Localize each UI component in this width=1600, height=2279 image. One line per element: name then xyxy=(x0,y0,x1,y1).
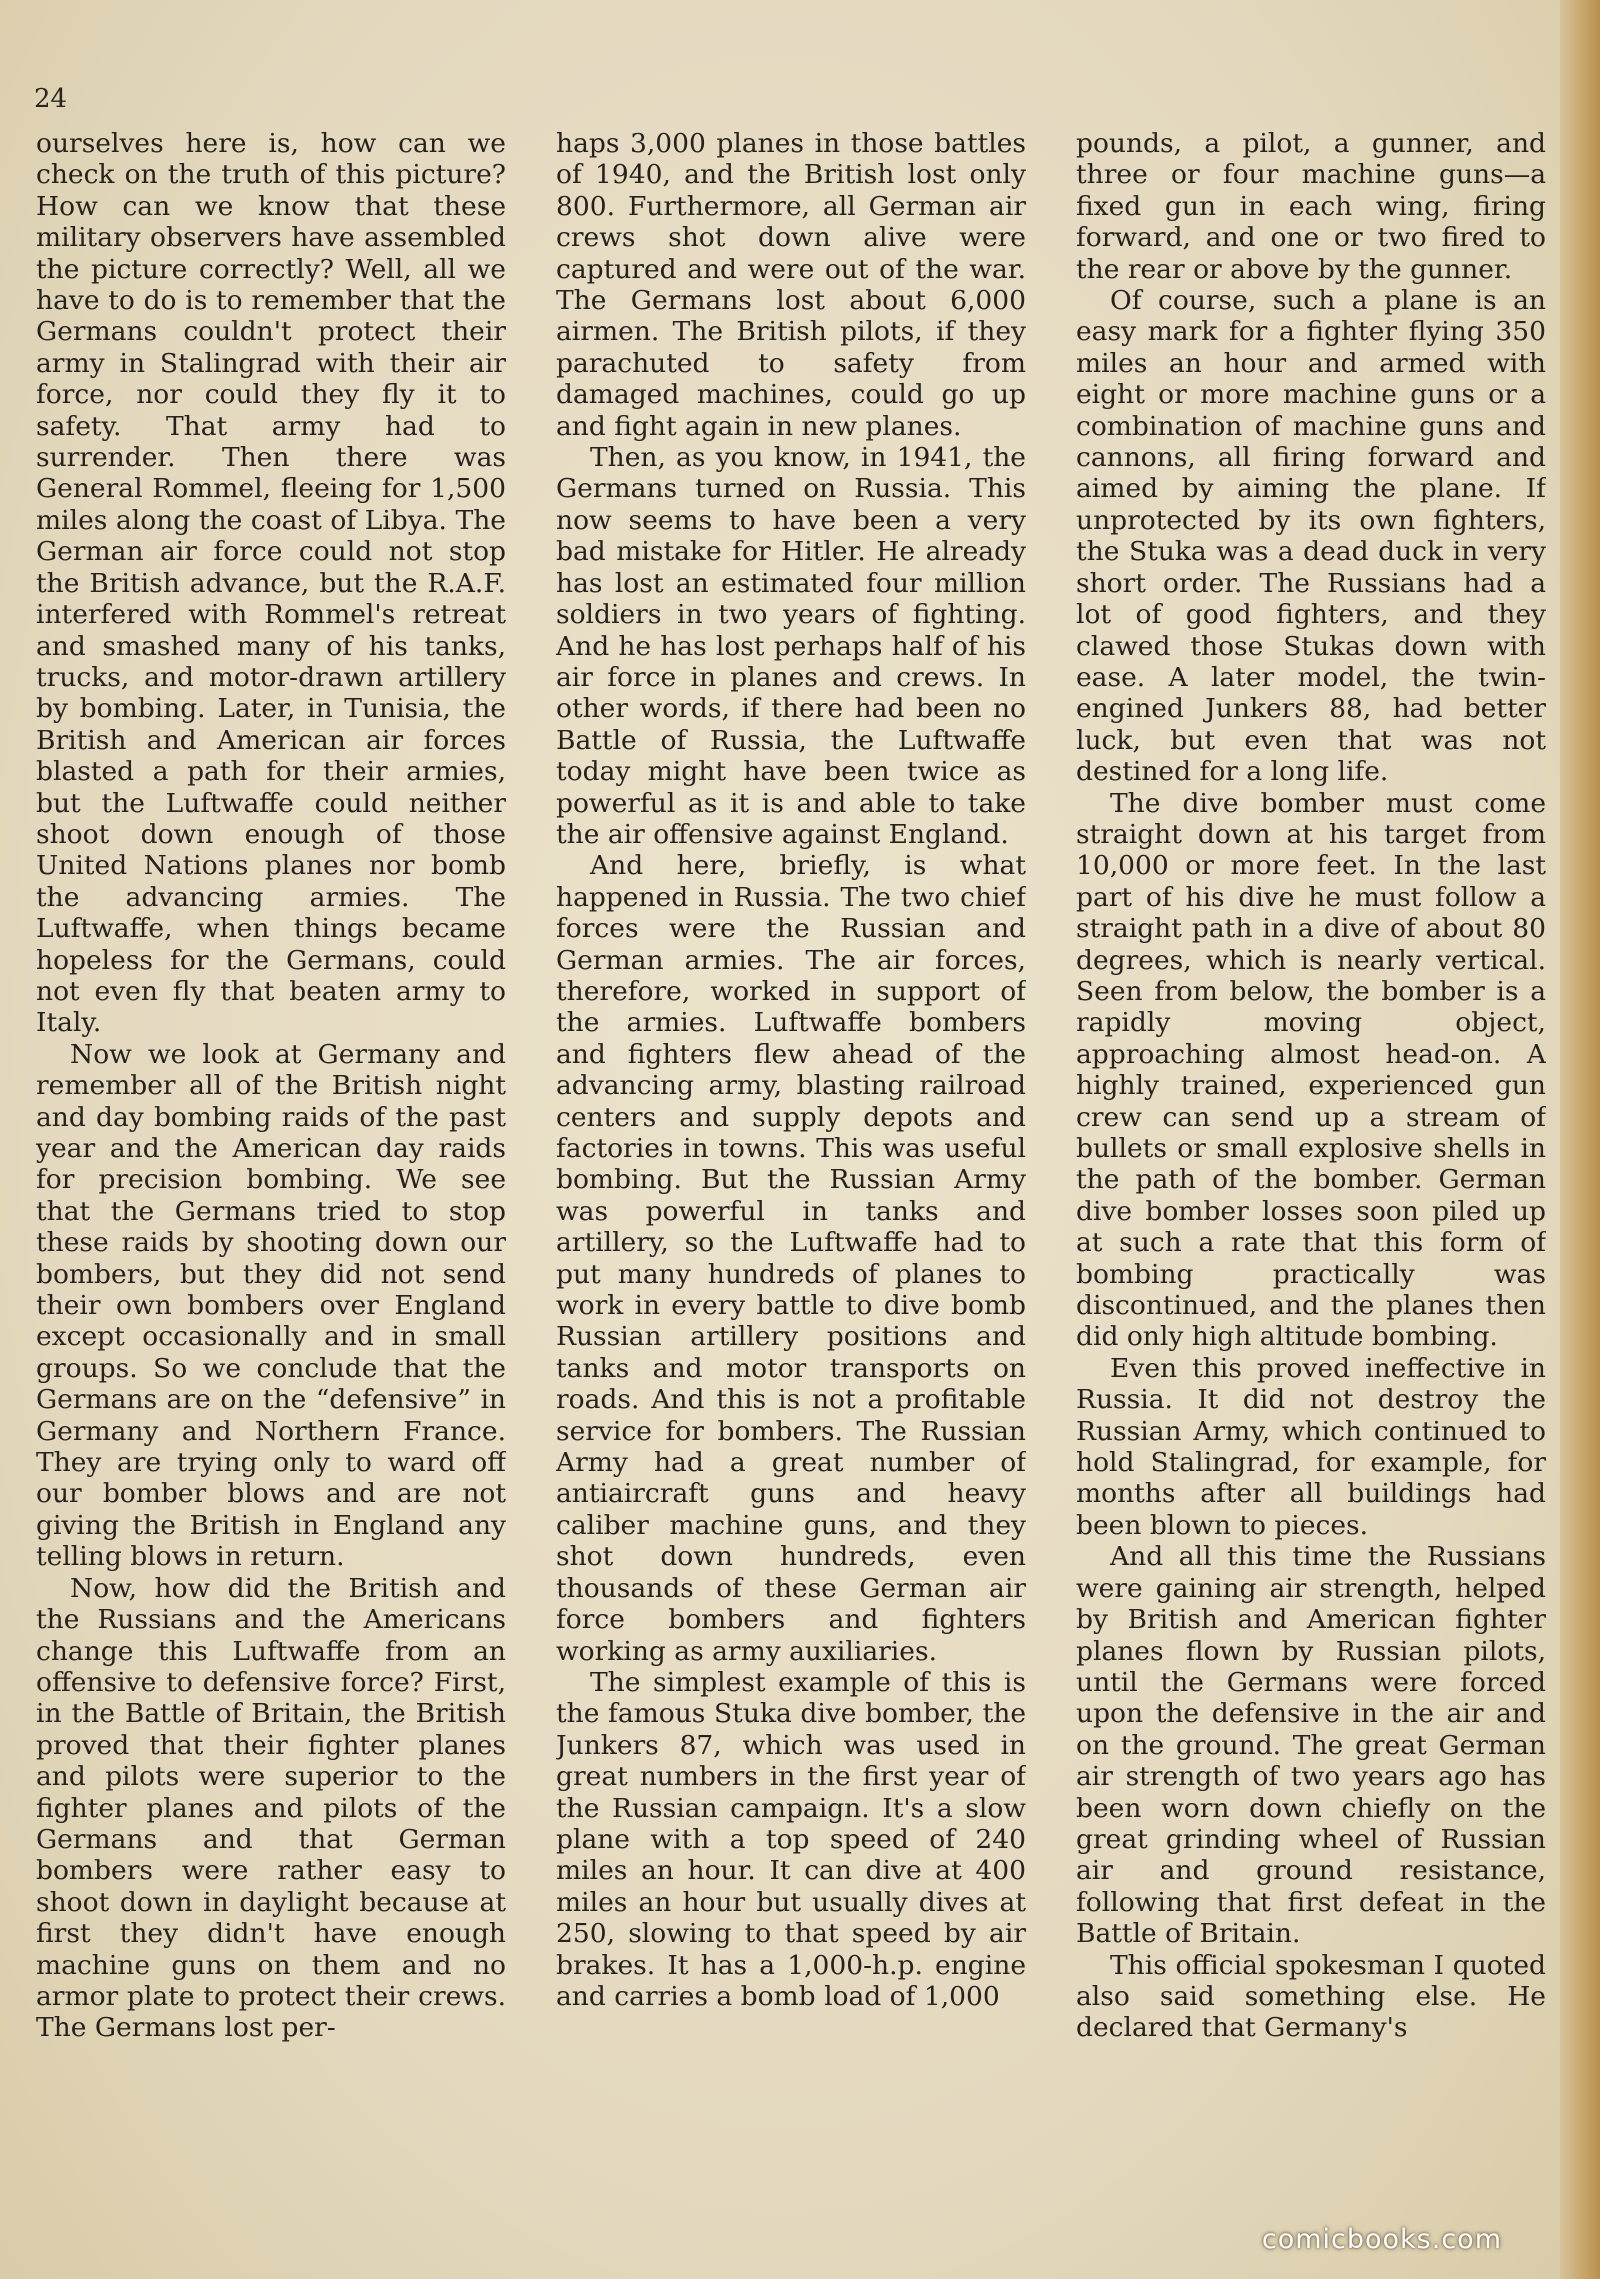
paragraph: Of course, such a plane is an easy mark for a fighter flying 350 miles an hour and armed with eight or more machine guns or a combination of machine guns and cannons, all firing forward and aimed by aiming the plane. If unprotected by its own fighters, the Stuka was a dead duck in very short order. The Russians had a lot of good fighters, and they clawed those Stukas down with ease. A later model, the twin-engined Junkers 88, had better luck, but even that was not destined for a long life. xyxy=(1076,285,1546,788)
paragraph: This official spokesman I quoted also said something else. He declared that Germany's xyxy=(1076,1949,1546,2044)
paragraph: Then, as you know, in 1941, the Germans turned on Russia. This now seems to have been a very bad mistake for Hitler. He already has lost an estimated four million soldiers in two years of fighting. And he has lost perhaps half of his air force in planes and crews. In other words, if there had been no Battle of Russia, the Luftwaffe today might have been twice as powerful as it is and able to take the air offensive against England. xyxy=(556,442,1026,850)
column-3 xyxy=(1076,128,1546,2243)
paragraph: And here, briefly, is what happened in Russia. The two chief forces were the Russian and German armies. The air forces, therefore, worked in support of the armies. Luftwaffe bombers and fighters flew ahead of the advancing army, blasting railroad centers and supply depots and factories in towns. This was useful bombing. But the Russian Army was powerful in tanks and artillery, so the Luftwaffe had to put many hundreds of planes to work in every battle to dive bomb Russian artillery positions and tanks and motor transports on roads. And this is not a profitable service for bombers. The Russian Army had a great number of antiaircraft guns and heavy caliber machine guns, and they shot down hundreds, even thousands of these German air force bombers and fighters working as army auxiliaries. xyxy=(556,850,1026,1667)
paragraph: Now, how did the British and the Russians and the Americans change this Luftwaffe from an offensive to defensive force? First, in the Battle of Britain, the British proved that their fighter planes and pilots were superior to the fighter planes and pilots of the Germans and that German bombers were rather easy to shoot down in daylight because at first they didn't have enough machine guns on them and no armor plate to protect their crews. The Germans lost per- xyxy=(36,1572,506,2044)
paragraph: Now we look at Germany and remember all of the British night and day bombing raids of the past year and the American day raids for precision bombing. We see that the Germans tried to stop these raids by shooting down our bombers, but they did not send their own bombers over England except occasionally and in small groups. So we conclude that the Germans are on the “defensive” in Germany and Northern France. They are trying only to ward off our bomber blows and are not giving the British in England any telling blows in return. xyxy=(36,1038,506,1573)
paragraph: The dive bomber must come straight down at his target from 10,000 or more feet. In the last part of his dive he must follow a straight path in a dive of about 80 degrees, which is nearly vertical. Seen from below, the bomber is a rapidly moving object, approaching almost head-on. A highly trained, experienced gun crew can send up a stream of bullets or small explosive shells in the path of the bomber. German dive bomber losses soon piled up at such a rate that this form of bombing practically was discontinued, and the planes then did only high altitude bombing. xyxy=(1076,787,1546,1353)
paragraph: The simplest example of this is the famous Stuka dive bomber, the Junkers 87, which was used in great numbers in the first year of the Russian campaign. It's a slow plane with a top speed of 240 miles an hour. It can dive at 400 miles an hour but usually dives at 250, slowing to that speed by air brakes. It has a 1,000-h.p. engine and carries a bomb load of 1,000 xyxy=(556,1666,1026,2012)
paragraph: haps 3,000 planes in those battles of 1940, and the British lost only 800. Furthermore, all German air crews shot down alive were captured and were out of the war. The Germans lost about 6,000 airmen. The British pilots, if they parachuted to safety from damaged machines, could go up and fight again in new planes. xyxy=(556,128,1026,442)
page-edge xyxy=(1560,0,1600,2279)
column-2 xyxy=(556,128,1026,2243)
watermark: comicbooks.com xyxy=(1261,2224,1502,2255)
paragraph: ourselves here is, how can we check on the truth of this picture? How can we know that these military observers have assembled the picture correctly? Well, all we have to do is to remember that the Germans couldn't protect their army in Stalingrad with their air force, nor could they fly it to safety. That army had to surrender. Then there was General Rommel, fleeing for 1,500 miles along the coast of Libya. The German air force could not stop the British advance, but the R.A.F. interfered with Rommel's retreat and smashed many of his tanks, trucks, and motor-drawn artillery by bombing. Later, in Tunisia, the British and American air forces blasted a path for their armies, but the Luftwaffe could neither shoot down enough of those United Nations planes nor bomb the advancing armies. The Luftwaffe, when things became hopeless for the Germans, could not even fly that beaten army to Italy. xyxy=(36,128,506,1039)
paragraph: And all this time the Russians were gaining air strength, helped by British and American fighter planes flown by Russian pilots, until the Germans were forced upon the defensive in the air and on the ground. The great German air strength of two years ago has been worn down chiefly on the great grinding wheel of Russian air and ground resistance, following that first defeat in the Battle of Britain. xyxy=(1076,1541,1546,1950)
paragraph: Even this proved ineffective in Russia. It did not destroy the Russian Army, which continued to hold Stalingrad, for example, for months after all buildings had been blown to pieces. xyxy=(1076,1352,1546,1541)
column-1 xyxy=(36,128,506,2243)
paragraph: pounds, a pilot, a gunner, and three or four machine guns—a fixed gun in each wing, firing forward, and one or two fired to the rear or above by the gunner. xyxy=(1076,128,1546,285)
text-columns xyxy=(36,128,1546,2243)
page-number: 24 xyxy=(34,84,68,114)
